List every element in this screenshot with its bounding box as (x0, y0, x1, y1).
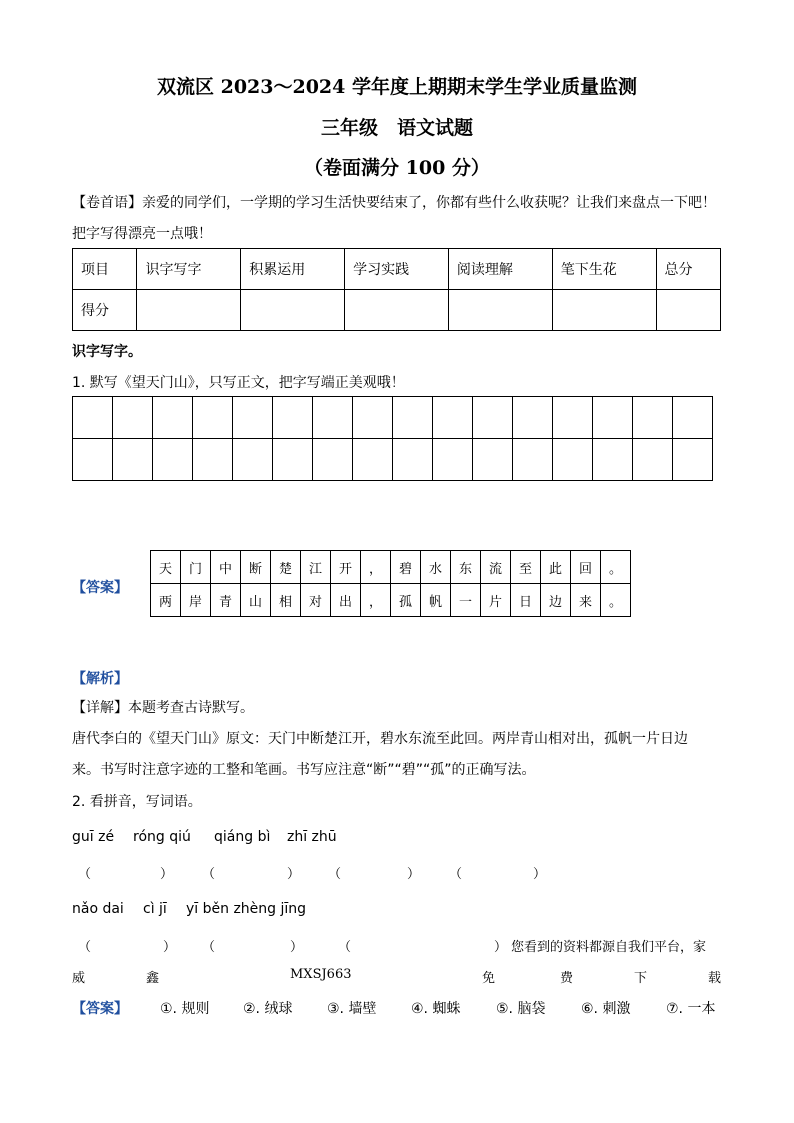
answer-blank-close: ） (533, 867, 547, 882)
score-cell[interactable] (345, 290, 449, 331)
grid-cell[interactable] (473, 439, 513, 481)
answer-blank-close: ） (407, 867, 421, 882)
grid-cell[interactable] (273, 439, 313, 481)
intro-text-1: 亲爱的同学们，一学期的学习生活快要结束了，你都有些什么收获呢？让我们来盘点一下吧！ (142, 195, 716, 211)
answer-char-cell: 水 (421, 551, 451, 584)
intro-text-2: 把字写得漂亮一点哦！ (72, 226, 212, 242)
score-table-header-row (73, 249, 721, 290)
answer-item: ⑤. 脑袋 (496, 1001, 546, 1017)
score-header-cell: 阅读理解 (448, 249, 552, 290)
pinyin: guī zé (72, 829, 115, 845)
pinyin: yī běn zhèng jīng (186, 901, 307, 917)
answer-blank-open: （ (78, 940, 92, 955)
score-header-cell: 识字写字 (137, 249, 241, 290)
answer-char-cell: ， (361, 551, 391, 584)
answer-char-cell: 出 (331, 584, 361, 617)
grid-cell[interactable] (113, 397, 153, 439)
answer-char-cell: 至 (511, 551, 541, 584)
answer-char-cell: 来 (571, 584, 601, 617)
grid-cell[interactable] (633, 397, 673, 439)
answer-grid (150, 550, 631, 617)
writing-grid-row (73, 439, 713, 481)
answer-char-cell: 两 (151, 584, 181, 617)
score-cell[interactable] (656, 290, 720, 331)
intro-label: 【卷首语】 (72, 195, 142, 211)
answer-char-cell: 片 (481, 584, 511, 617)
grid-cell[interactable] (153, 397, 193, 439)
answer-label: 【答案】 (72, 1001, 128, 1017)
answer-blank-close: ） (160, 867, 174, 882)
answer-char-cell: 此 (541, 551, 571, 584)
grid-cell[interactable] (353, 397, 393, 439)
answer-char-cell: 山 (241, 584, 271, 617)
grid-cell[interactable] (673, 397, 713, 439)
answer-blank-open: （ (202, 940, 216, 955)
exam-title: 双流区 2023～2024 学年度上期期末学生学业质量监测 (157, 76, 637, 98)
score-header-cell: 总分 (656, 249, 720, 290)
answer-char-cell: 日 (511, 584, 541, 617)
score-header-cell: 项目 (73, 249, 137, 290)
analysis-label: 【解析】 (72, 671, 128, 687)
answer-char-cell: 断 (241, 551, 271, 584)
answer-blank-close: ） (163, 940, 177, 955)
grid-cell[interactable] (553, 439, 593, 481)
writing-grid (72, 396, 713, 481)
answer-blank-close: ） (290, 940, 304, 955)
answer-char-cell: 流 (481, 551, 511, 584)
analysis-paragraph-1: 唐代李白的《望天门山》原文：天门中断楚江开，碧水东流至此回。两岸青山相对出，孤帆一片日边 (72, 731, 688, 747)
answer-char-cell: 帆 (421, 584, 451, 617)
score-table-score-row (73, 290, 721, 331)
watermark-char: 威 (72, 971, 86, 986)
question-1: 1. 默写《望天门山》，只写正文，把字写端正美观哦！ (72, 375, 405, 391)
grid-cell[interactable] (433, 397, 473, 439)
grid-cell[interactable] (113, 439, 153, 481)
answer-item: ②. 绒球 (243, 1001, 293, 1017)
answer-blank-open: （ (328, 867, 342, 882)
answer-label: 【答案】 (72, 580, 128, 596)
answer-char-cell: 。 (601, 551, 631, 584)
detail-label: 【详解】 (72, 700, 128, 716)
answer-grid-row (151, 551, 631, 584)
detail-line (72, 697, 254, 717)
grid-cell[interactable] (393, 439, 433, 481)
pinyin: cì jī (143, 901, 167, 917)
answer-blank-open: （ (202, 867, 216, 882)
watermark-char: 下 (634, 971, 648, 986)
exam-subtitle: 三年级 语文试题 (320, 117, 473, 139)
score-header-cell: 笔下生花 (552, 249, 656, 290)
question-2: 2. 看拼音，写词语。 (72, 794, 202, 810)
answer-char-cell: 相 (271, 584, 301, 617)
pinyin: nǎo dai (72, 901, 124, 917)
analysis-paragraph-2: 来。书写时注意字迹的工整和笔画。书写应注意“断”“碧”“孤”的正确写法。 (72, 762, 536, 778)
answer-grid-row (151, 584, 631, 617)
intro-line-1 (72, 192, 716, 212)
pinyin: róng qiú (133, 829, 191, 845)
answer-char-cell: 一 (451, 584, 481, 617)
answer-blank-open: （ (78, 867, 92, 882)
score-cell[interactable] (241, 290, 345, 331)
trailing-text: 您看到的资料都源自我们平台，家 (511, 940, 707, 955)
grid-cell[interactable] (473, 397, 513, 439)
score-row-label: 得分 (73, 290, 137, 331)
grid-cell[interactable] (193, 397, 233, 439)
answer-char-cell: 江 (301, 551, 331, 584)
answer-char-cell: 中 (211, 551, 241, 584)
grid-cell[interactable] (673, 439, 713, 481)
grid-cell[interactable] (153, 439, 193, 481)
exam-score-note: （卷面满分 100 分） (304, 157, 490, 179)
answer-char-cell: 门 (181, 551, 211, 584)
grid-cell[interactable] (233, 397, 273, 439)
grid-cell[interactable] (633, 439, 673, 481)
grid-cell[interactable] (313, 397, 353, 439)
answer-char-cell: 楚 (271, 551, 301, 584)
score-cell[interactable] (552, 290, 656, 331)
grid-cell[interactable] (393, 397, 433, 439)
watermark-char: 载 (708, 971, 722, 986)
answer-item: ③. 墙壁 (327, 1001, 377, 1017)
watermark-code: MXSJ663 (290, 967, 352, 982)
grid-cell[interactable] (593, 439, 633, 481)
answer-item: ⑦. 一本 (666, 1001, 716, 1017)
score-header-cell: 积累运用 (241, 249, 345, 290)
answer-item: ⑥. 刺激 (581, 1001, 631, 1017)
score-header-cell: 学习实践 (345, 249, 449, 290)
watermark-char: 鑫 (146, 971, 160, 986)
answer-char-cell: 开 (331, 551, 361, 584)
grid-cell[interactable] (273, 397, 313, 439)
answer-blank-close: ） (287, 867, 301, 882)
answer-char-cell: 碧 (391, 551, 421, 584)
grid-cell[interactable] (433, 439, 473, 481)
writing-grid-row (73, 397, 713, 439)
answer-blank-open: （ (449, 867, 463, 882)
answer-blank-close: ） (494, 940, 508, 955)
answer-char-cell: ， (361, 584, 391, 617)
pinyin: zhī zhū (287, 829, 337, 845)
grid-cell[interactable] (513, 397, 553, 439)
answer-char-cell: 东 (451, 551, 481, 584)
grid-cell[interactable] (193, 439, 233, 481)
answer-char-cell: 孤 (391, 584, 421, 617)
grid-cell[interactable] (593, 397, 633, 439)
answer-char-cell: 天 (151, 551, 181, 584)
answer-item: ④. 蜘蛛 (411, 1001, 461, 1017)
grid-cell[interactable] (233, 439, 273, 481)
section-title: 识字写字。 (72, 344, 142, 360)
watermark-char: 免 (482, 971, 496, 986)
grid-cell[interactable] (353, 439, 393, 481)
score-cell[interactable] (137, 290, 241, 331)
score-cell[interactable] (448, 290, 552, 331)
answer-item: ①. 规则 (160, 1001, 210, 1017)
grid-cell[interactable] (73, 397, 113, 439)
detail-text: 本题考查古诗默写。 (128, 700, 254, 716)
answer-char-cell: 边 (541, 584, 571, 617)
grid-cell[interactable] (313, 439, 353, 481)
grid-cell[interactable] (513, 439, 553, 481)
pinyin: qiáng bì (214, 829, 271, 845)
grid-cell[interactable] (73, 439, 113, 481)
answer-char-cell: 青 (211, 584, 241, 617)
score-table (72, 248, 721, 331)
grid-cell[interactable] (553, 397, 593, 439)
answer-char-cell: 岸 (181, 584, 211, 617)
answer-char-cell: 。 (601, 584, 631, 617)
answer-char-cell: 对 (301, 584, 331, 617)
answer-char-cell: 回 (571, 551, 601, 584)
watermark-char: 费 (560, 971, 574, 986)
answer-blank-open: （ (338, 940, 352, 955)
